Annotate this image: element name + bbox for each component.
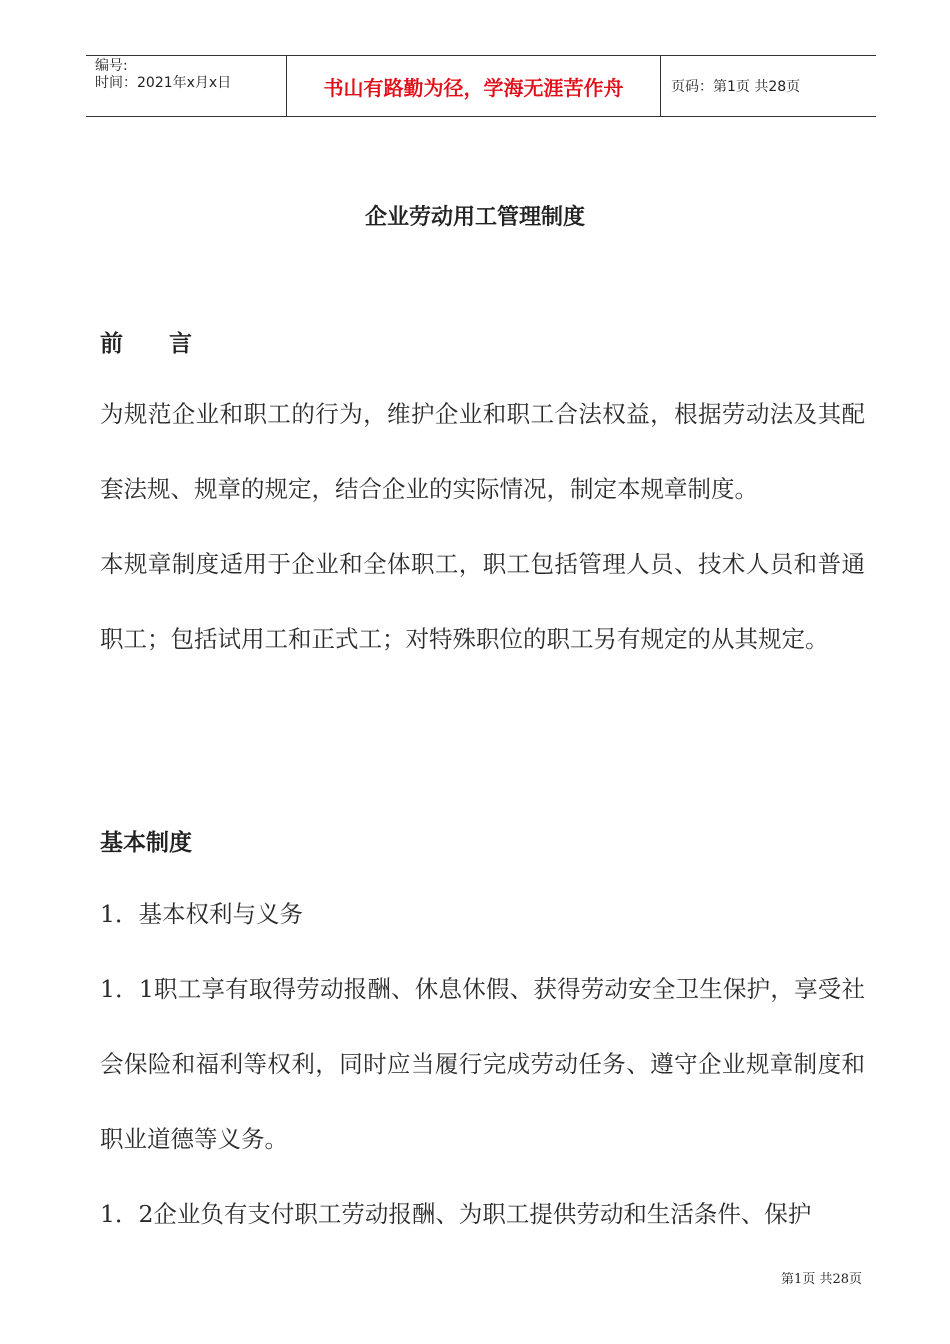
page-footer: 第1页 共28页	[781, 1272, 862, 1287]
item-1-heading: 1．基本权利与义务	[100, 900, 303, 928]
header-page-info: 页码：第1页 共28页	[671, 79, 801, 95]
section-heading-preface: 前 言	[100, 331, 192, 357]
header-meta	[86, 56, 287, 116]
preface-paragraph-1: 为规范企业和职工的行为，维护企业和职工合法权益，根据劳动法及其配套法规、规章的规定，结合企业的实际情况，制定本规章制度。	[100, 400, 865, 503]
header-motto: 书山有路勤为径，学海无涯苦作舟	[287, 56, 661, 116]
header-number-label: 编号:	[95, 58, 128, 74]
document-title: 企业劳动用工管理制度	[364, 205, 585, 230]
preface-paragraph-2: 本规章制度适用于企业和全体职工，职工包括管理人员、技术人员和普通职工；包括试用工和正式工；对特殊职位的职工另有规定的从其规定。	[100, 550, 865, 653]
item-1-2-paragraph: 1．2企业负有支付职工劳动报酬、为职工提供劳动和生活条件、保护	[100, 1200, 812, 1228]
section-heading-basic: 基本制度	[100, 830, 192, 856]
header-time-label: 时间：2021年x月x日	[95, 75, 232, 91]
page-header	[86, 55, 876, 117]
item-1-1-paragraph: 1．1职工享有取得劳动报酬、休息休假、获得劳动安全卫生保护，享受社会保险和福利等权利，同时应当履行完成劳动任务、遵守企业规章制度和职业道德等义务。	[100, 975, 865, 1153]
